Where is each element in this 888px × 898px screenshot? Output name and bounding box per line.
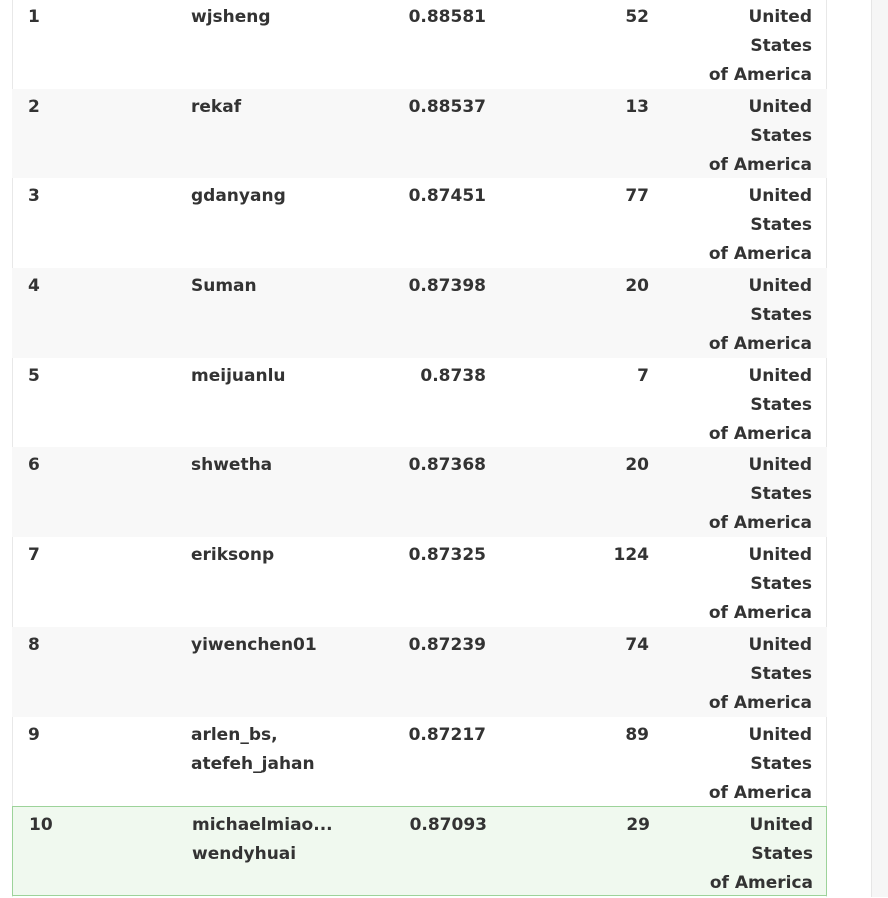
username-link[interactable]: eriksonp [191,545,275,566]
rank-cell: 4 [28,276,40,297]
user-cell [191,3,351,32]
country-cell [682,541,812,628]
score-cell: 0.88581 [408,7,486,27]
entries-cell: 7 [637,365,649,386]
entries-cell: 29 [626,815,650,836]
score-cell: 0.87093 [409,815,487,836]
rank-cell: 10 [29,815,53,836]
user-cell [191,272,351,301]
scrollbar[interactable] [871,0,888,897]
country-line: United States [748,455,812,505]
country-line: United States [748,634,812,684]
country-line: United States [748,96,812,146]
username-link[interactable]: wendyhuai [192,844,297,865]
table-row[interactable] [12,178,827,268]
username-link[interactable]: arlen_bs, [191,724,278,745]
leaderboard-table [12,0,827,896]
table-row[interactable] [12,447,827,537]
table-row[interactable] [12,627,827,717]
country-cell [682,93,812,180]
entries-cell: 52 [625,7,649,27]
country-line: of America [709,873,813,894]
country-cell [682,721,812,808]
entries-cell: 20 [625,455,649,476]
username-link[interactable]: shwetha [191,455,273,476]
table-row-highlighted[interactable] [12,806,827,896]
entries-cell: 89 [625,724,649,745]
username-link[interactable]: michaelmiao... [192,815,333,836]
country-line: of America [708,782,812,803]
score-cell: 0.87451 [408,186,486,207]
rank-cell: 9 [28,724,40,745]
country-line: of America [708,603,812,624]
country-cell [683,811,813,898]
rank-cell: 2 [28,96,40,117]
country-line: of America [708,692,812,713]
user-cell [191,362,351,391]
score-cell: 0.8738 [420,365,486,386]
country-line: United States [748,365,812,415]
score-cell: 0.87217 [408,724,486,745]
username-link[interactable]: Suman [191,276,257,297]
user-cell [192,811,352,869]
username-link[interactable]: wjsheng [191,7,271,27]
user-cell [191,182,351,211]
score-cell: 0.87368 [408,455,486,476]
country-cell [682,182,812,269]
country-line: United States [748,545,812,595]
country-line: of America [708,154,812,175]
table-row[interactable] [12,717,827,807]
country-line: United States [748,276,812,326]
country-line: United States [748,7,812,56]
table-row[interactable] [12,89,827,179]
score-cell: 0.87239 [408,634,486,655]
user-cell [191,631,351,660]
user-cell [191,93,351,122]
country-cell [682,362,812,449]
table-row[interactable] [12,358,827,448]
rank-cell: 1 [28,7,40,27]
username-link[interactable]: gdanyang [191,186,286,207]
rank-cell: 7 [28,545,40,566]
username-link[interactable]: meijuanlu [191,365,286,386]
country-line: United States [748,186,812,236]
country-line: United States [748,724,812,774]
rank-cell: 3 [28,186,40,207]
username-link[interactable]: rekaf [191,96,242,117]
user-cell [191,541,351,570]
user-cell [191,721,351,779]
table-row[interactable] [12,537,827,627]
entries-cell: 20 [625,276,649,297]
user-cell [191,451,351,480]
country-line: of America [708,423,812,444]
rank-cell: 8 [28,634,40,655]
table-row[interactable] [12,268,827,358]
country-line: United States [749,815,813,865]
entries-cell: 77 [625,186,649,207]
rank-cell: 5 [28,365,40,386]
country-cell [682,272,812,359]
entries-cell: 124 [613,545,649,566]
country-line: of America [708,65,812,85]
table-row[interactable] [12,0,827,89]
rank-cell: 6 [28,455,40,476]
score-cell: 0.88537 [408,96,486,117]
entries-cell: 74 [625,634,649,655]
score-cell: 0.87325 [408,545,486,566]
username-link[interactable]: yiwenchen01 [191,634,317,655]
country-line: of America [708,334,812,355]
username-link[interactable]: atefeh_jahan [191,753,315,774]
country-line: of America [708,244,812,265]
score-cell: 0.87398 [408,276,486,297]
country-cell [682,631,812,718]
country-cell [682,3,812,90]
country-line: of America [708,513,812,534]
country-cell [682,451,812,538]
entries-cell: 13 [625,96,649,117]
